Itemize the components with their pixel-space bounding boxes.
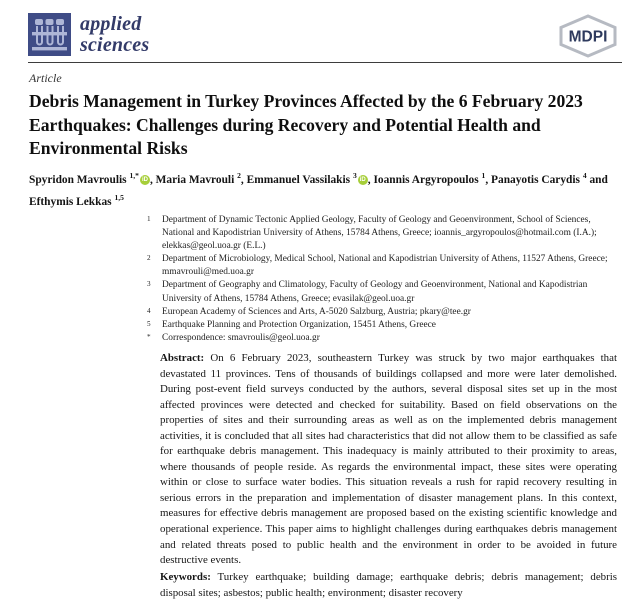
author-name: Panayotis Carydis xyxy=(491,173,580,186)
affiliation-row xyxy=(147,279,617,305)
orcid-icon[interactable]: iD xyxy=(141,176,148,183)
journal-name-line1: applied xyxy=(80,12,142,35)
author-line xyxy=(29,167,623,211)
affiliation-row xyxy=(147,332,617,345)
affiliations-block xyxy=(147,214,617,345)
affiliation-row xyxy=(147,253,617,279)
page-header xyxy=(28,13,622,59)
abstract-text: On 6 February 2023, southeastern Turkey was struck by two major earthquakes that devastated 11 provinces. Tens of thousands of buildings collapsed and more were later demolished. During post-event field surveys conducted by the authors, several disposal sites set up in the most affected provinces were detected and checked for suitability. Based on field observations on the properties of sites and their surrounding areas as well as on the implemented debris management activities, it is concluded that all sites had characteristics that did not allow them to be classified as safe for earthquake debris management. This inadequacy is mainly attributed to their proximity to areas, where thousands of people reside. As regards the environmental impact, these sites were operating within or close to surface water bodies. This situation reveals a rush for rapid recovery resulting in serious errors in the preparation and implementation of disaster management plans. In this context, measures for effective debris management are proposed based on the existing scientific knowledge and operational experience. This paper aims to highlight challenges during earthquakes debris management and related threats posed to public health and the environment in order to be avoided in future destructive events. xyxy=(160,352,617,567)
author-name: Spyridon Mavroulis xyxy=(29,173,127,186)
author-superscript: 1,* xyxy=(129,171,139,180)
mdpi-logo xyxy=(554,13,622,59)
author-separator: , xyxy=(240,173,244,186)
mdpi-logo-text: MDPI xyxy=(568,28,608,46)
page-title: Debris Management in Turkey Provinces Affected by the 6 February 2023 Earthquakes: Challenges during Recovery and Potential Health and Environmental Risks xyxy=(29,91,583,158)
affiliation-text: Correspondence: smavroulis@geol.uoa.gr xyxy=(162,332,320,343)
author-separator: , xyxy=(149,173,153,186)
affiliation-marker: 4 xyxy=(147,306,151,315)
author-separator: , xyxy=(367,173,371,186)
author-superscript: 2 xyxy=(237,171,241,180)
author-separator: , xyxy=(485,173,489,186)
author-name: Maria Mavrouli xyxy=(155,173,235,186)
affiliation-text: Department of Geography and Climatology, Faculty of Geology and Geoenvironment, National and Kapodistrian University of Athens, 15784 Athens, Greece; evasilak@geol.uoa.gr xyxy=(162,280,588,304)
affiliation-marker: 3 xyxy=(147,280,151,289)
affiliation-text: Earthquake Planning and Protection Organization, 15451 Athens, Greece xyxy=(162,319,436,330)
author-superscript: 1 xyxy=(481,171,486,180)
journal-name-line2: sciences xyxy=(80,33,150,56)
abstract-label: Abstract: xyxy=(160,352,205,364)
author-name: Emmanuel Vassilakis xyxy=(246,173,351,186)
affiliation-row xyxy=(147,214,617,253)
affiliation-row xyxy=(147,319,617,332)
keywords-paragraph xyxy=(160,570,617,600)
keywords-label: Keywords: xyxy=(160,571,211,583)
article-type-label: Article xyxy=(29,71,62,85)
affiliation-marker: 1 xyxy=(147,215,151,223)
author-name: and Efthymis Lekkas xyxy=(29,173,608,208)
author-superscript: 4 xyxy=(582,171,587,180)
affiliation-marker: 2 xyxy=(147,254,151,263)
author-superscript: 1,5 xyxy=(114,192,124,202)
affiliation-text: Department of Microbiology, Medical School, National and Kapodistrian University of Athens, 11527 Athens, Greece; mmavrouli@med.uoa.gr xyxy=(162,254,608,278)
affiliation-text: Department of Dynamic Tectonic Applied Geology, Faculty of Geology and Geoenvironment, School of Sciences, National and Kapodistrian University of Athens, 15784 Athens, Greece; ioannis_argyropoulos@hotmail.com (I.A.); elekkas@geol.uoa.gr (E.L.) xyxy=(162,215,597,252)
abstract-paragraph xyxy=(160,351,617,569)
affiliation-marker: 5 xyxy=(147,319,151,328)
journal-brand xyxy=(28,13,149,56)
header-divider xyxy=(28,62,622,63)
affiliation-text: European Academy of Sciences and Arts, A-5020 Salzburg, Austria; pkary@tee.gr xyxy=(162,306,471,317)
applied-sciences-logo-icon xyxy=(28,13,71,56)
author-superscript: 3 xyxy=(352,171,357,180)
author-name: Ioannis Argyropoulos xyxy=(373,173,479,186)
affiliation-row xyxy=(147,306,617,319)
journal-name xyxy=(80,14,149,56)
keywords-text: Turkey earthquake; building damage; earthquake debris; debris management; debris disposal sites; asbestos; public health; environment; disaster recovery xyxy=(160,571,618,599)
orcid-icon[interactable]: iD xyxy=(359,176,366,183)
affiliation-marker: * xyxy=(147,332,151,341)
